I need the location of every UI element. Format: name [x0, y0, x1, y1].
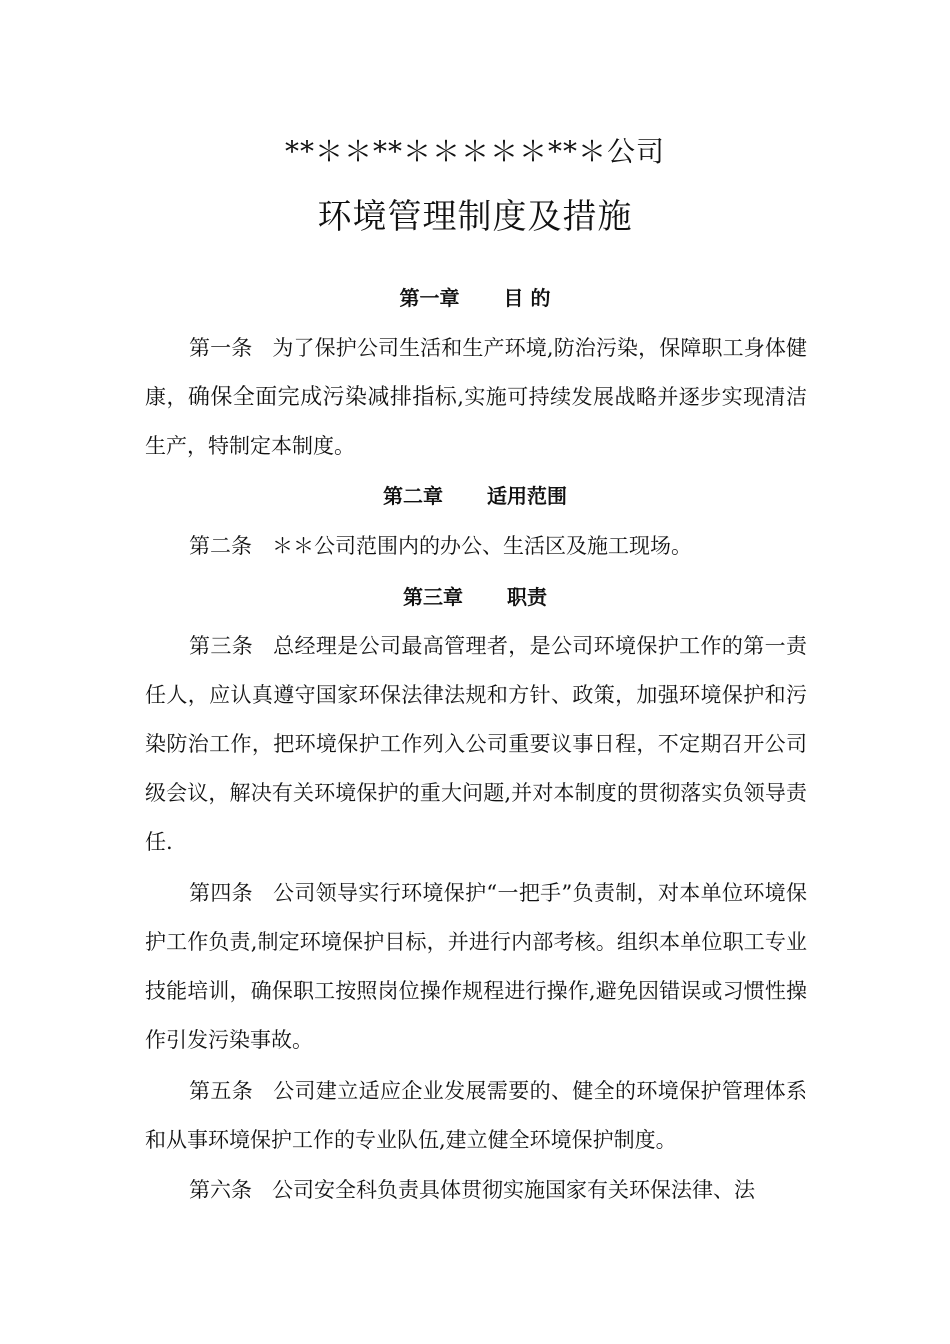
- company-title: **＊＊**＊＊＊＊＊**＊公司: [284, 135, 665, 168]
- article-text: 公司领导实行环境保护“一把手”负责制，对本单位环境保护工作负责,制定环境保护目标，并进行内部考核。组织本单位职工专业技能培训，确保职工按照岗位操作规程进行操作,避免因错误或习惯性操作引发污染事故。: [145, 881, 807, 1052]
- article-number: 第二条: [189, 534, 252, 558]
- chapter-name: 职责: [507, 585, 547, 609]
- chapter-number: 第二章: [383, 484, 443, 508]
- article-text: 公司安全科负责具体贯彻实施国家有关环保法律、法: [272, 1178, 755, 1202]
- chapter-name: 目 的: [503, 286, 551, 310]
- document-title: 环境管理制度及措施: [317, 197, 633, 237]
- article-number: 第五条: [189, 1079, 254, 1103]
- chapter-name: 适用范围: [487, 484, 567, 508]
- article-paragraph: [145, 1067, 807, 1165]
- article-number: 第四条: [189, 881, 254, 905]
- chapter-number: 第一章: [399, 286, 460, 310]
- chapter-heading: [0, 283, 950, 313]
- article-text: ,实施可持续发展战略并逐步实现清洁生产，特制定本制度。: [145, 385, 807, 458]
- chapter-heading: [0, 481, 950, 511]
- article-text: 公司建立适应企业发展需要的、健全的环境保护管理体系和从事环境保护工作的专业队伍,建立健全环境保护制度。: [145, 1079, 808, 1152]
- article-number: 第一条: [189, 336, 253, 360]
- article-number: 第六条: [189, 1178, 252, 1202]
- chapter-heading: [0, 582, 950, 612]
- article-paragraph: [145, 622, 807, 867]
- article-text-emphasis: 确保全面完成污染减排指标: [187, 385, 458, 410]
- article-text: 为了保护公司生活和生产环境,防治污染，保障职工身体健康，: [145, 336, 807, 409]
- article-paragraph: [145, 324, 807, 471]
- article-text: ＊＊公司范围内的办公、生活区及施工现场。: [272, 534, 692, 558]
- article-paragraph: [145, 1166, 807, 1215]
- article-paragraph: [145, 522, 807, 571]
- article-text: 总经理是公司最高管理者，是公司环境保护工作的第一责任人，应认真遵守国家环保法律法规和方针、政策，加强环境保护和污染防治工作，把环境保护工作列入公司重要议事日程，不定期召开公司级会议，解决有关环境保护的重大问题,并对本制度的贯彻落实负领导责任.: [145, 634, 808, 854]
- article-number: 第三条: [189, 634, 254, 658]
- article-paragraph: [145, 869, 807, 1065]
- chapter-number: 第三章: [403, 585, 463, 609]
